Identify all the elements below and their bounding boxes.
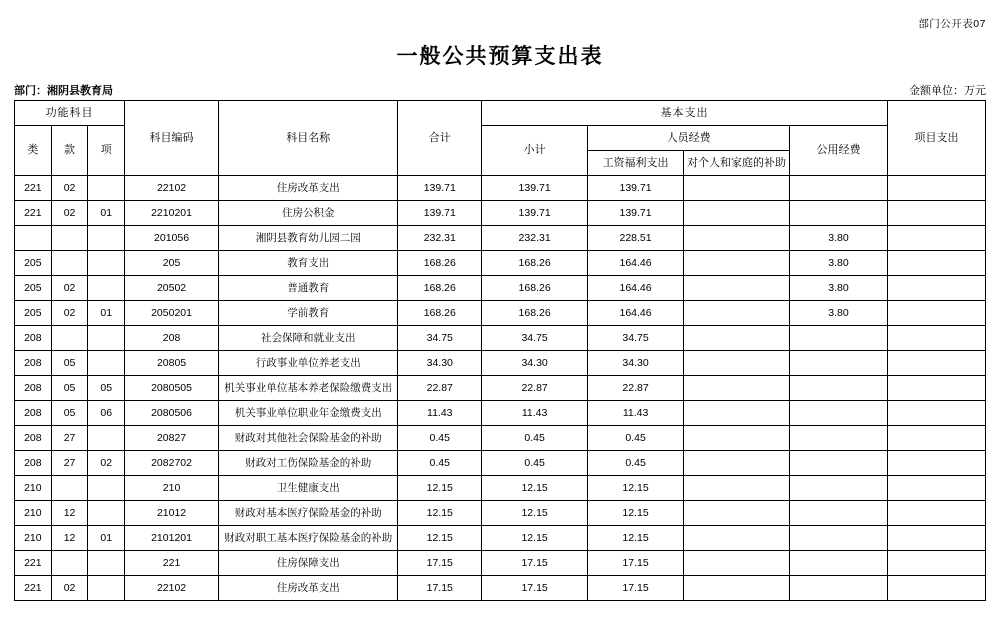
cell-section: 05 <box>51 401 88 426</box>
cell-subject-name: 住房改革支出 <box>218 576 398 601</box>
cell-public-funds <box>790 376 888 401</box>
cell-public-funds <box>790 451 888 476</box>
header-individual-family-subsidy: 对个人和家庭的补助 <box>684 151 790 176</box>
header-total: 合计 <box>398 101 482 176</box>
cell-class: 210 <box>15 501 52 526</box>
header-salary-welfare: 工资福利支出 <box>588 151 684 176</box>
cell-subject-name: 财政对职工基本医疗保险基金的补助 <box>218 526 398 551</box>
cell-subject-name: 住房公积金 <box>218 201 398 226</box>
cell-subject-code: 20827 <box>125 426 219 451</box>
cell-salary-welfare: 22.87 <box>588 376 684 401</box>
cell-item <box>88 326 125 351</box>
cell-subtotal: 0.45 <box>482 426 588 451</box>
cell-individual-family-subsidy <box>684 451 790 476</box>
cell-total: 22.87 <box>398 376 482 401</box>
cell-item <box>88 551 125 576</box>
cell-subtotal: 139.71 <box>482 176 588 201</box>
table-row <box>15 351 986 376</box>
cell-project-expenditure <box>887 226 985 251</box>
cell-section: 27 <box>51 426 88 451</box>
cell-class: 210 <box>15 476 52 501</box>
cell-public-funds <box>790 501 888 526</box>
cell-class: 221 <box>15 176 52 201</box>
cell-project-expenditure <box>887 551 985 576</box>
cell-subject-name: 住房改革支出 <box>218 176 398 201</box>
cell-individual-family-subsidy <box>684 326 790 351</box>
cell-salary-welfare: 164.46 <box>588 276 684 301</box>
cell-section: 02 <box>51 301 88 326</box>
meta-row <box>14 82 986 98</box>
cell-subtotal: 17.15 <box>482 576 588 601</box>
cell-subtotal: 34.30 <box>482 351 588 376</box>
cell-salary-welfare: 164.46 <box>588 251 684 276</box>
table-body <box>15 176 986 601</box>
cell-individual-family-subsidy <box>684 301 790 326</box>
cell-subject-code: 2210201 <box>125 201 219 226</box>
cell-subject-code: 2050201 <box>125 301 219 326</box>
cell-section: 12 <box>51 501 88 526</box>
table-row <box>15 276 986 301</box>
cell-class: 208 <box>15 376 52 401</box>
cell-subtotal: 12.15 <box>482 526 588 551</box>
cell-section: 02 <box>51 576 88 601</box>
amount-unit-label: 金额单位：万元 <box>909 85 986 97</box>
cell-public-funds <box>790 426 888 451</box>
cell-project-expenditure <box>887 251 985 276</box>
cell-subject-name: 行政事业单位养老支出 <box>218 351 398 376</box>
header-public-funds: 公用经费 <box>790 126 888 176</box>
cell-project-expenditure <box>887 276 985 301</box>
cell-subject-code: 2082702 <box>125 451 219 476</box>
cell-salary-welfare: 17.15 <box>588 551 684 576</box>
cell-section: 02 <box>51 201 88 226</box>
cell-section <box>51 476 88 501</box>
cell-total: 168.26 <box>398 301 482 326</box>
cell-public-funds <box>790 401 888 426</box>
header-subtotal: 小计 <box>482 126 588 176</box>
cell-project-expenditure <box>887 401 985 426</box>
department-label: 部门：湘阴县教育局 <box>14 85 113 97</box>
cell-salary-welfare: 34.30 <box>588 351 684 376</box>
cell-project-expenditure <box>887 576 985 601</box>
cell-item: 01 <box>88 201 125 226</box>
cell-individual-family-subsidy <box>684 251 790 276</box>
cell-class: 208 <box>15 401 52 426</box>
cell-individual-family-subsidy <box>684 351 790 376</box>
cell-total: 17.15 <box>398 551 482 576</box>
header-project-expenditure: 项目支出 <box>887 101 985 176</box>
cell-subject-code: 205 <box>125 251 219 276</box>
cell-item <box>88 251 125 276</box>
table-row <box>15 201 986 226</box>
cell-individual-family-subsidy <box>684 526 790 551</box>
cell-project-expenditure <box>887 351 985 376</box>
cell-subject-name: 卫生健康支出 <box>218 476 398 501</box>
cell-subtotal: 168.26 <box>482 301 588 326</box>
cell-subject-code: 208 <box>125 326 219 351</box>
cell-salary-welfare: 228.51 <box>588 226 684 251</box>
cell-total: 17.15 <box>398 576 482 601</box>
header-class: 类 <box>15 126 52 176</box>
cell-salary-welfare: 164.46 <box>588 301 684 326</box>
cell-section <box>51 251 88 276</box>
header-subject-code: 科目编码 <box>125 101 219 176</box>
table-row <box>15 576 986 601</box>
cell-individual-family-subsidy <box>684 551 790 576</box>
cell-subtotal: 0.45 <box>482 451 588 476</box>
form-code: 部门公开表07 <box>918 18 986 30</box>
cell-subtotal: 232.31 <box>482 226 588 251</box>
cell-salary-welfare: 12.15 <box>588 526 684 551</box>
cell-total: 11.43 <box>398 401 482 426</box>
header-personnel-funds: 人员经费 <box>588 126 790 151</box>
cell-total: 139.71 <box>398 176 482 201</box>
cell-class: 205 <box>15 251 52 276</box>
cell-subject-name: 住房保障支出 <box>218 551 398 576</box>
cell-subject-name: 普通教育 <box>218 276 398 301</box>
cell-subject-code: 22102 <box>125 576 219 601</box>
cell-section <box>51 226 88 251</box>
cell-subject-code: 21012 <box>125 501 219 526</box>
table-row <box>15 251 986 276</box>
cell-section <box>51 326 88 351</box>
cell-salary-welfare: 12.15 <box>588 501 684 526</box>
cell-public-funds <box>790 476 888 501</box>
header-row-1 <box>15 101 986 126</box>
cell-public-funds <box>790 176 888 201</box>
cell-subject-name: 财政对工伤保险基金的补助 <box>218 451 398 476</box>
cell-class: 205 <box>15 276 52 301</box>
table-row <box>15 476 986 501</box>
cell-subject-code: 2101201 <box>125 526 219 551</box>
cell-section: 12 <box>51 526 88 551</box>
cell-subject-code: 2080506 <box>125 401 219 426</box>
cell-public-funds: 3.80 <box>790 276 888 301</box>
cell-individual-family-subsidy <box>684 426 790 451</box>
cell-individual-family-subsidy <box>684 176 790 201</box>
cell-salary-welfare: 139.71 <box>588 201 684 226</box>
cell-item <box>88 476 125 501</box>
cell-salary-welfare: 11.43 <box>588 401 684 426</box>
cell-subject-name: 财政对其他社会保险基金的补助 <box>218 426 398 451</box>
cell-individual-family-subsidy <box>684 576 790 601</box>
cell-project-expenditure <box>887 201 985 226</box>
cell-salary-welfare: 17.15 <box>588 576 684 601</box>
cell-subtotal: 139.71 <box>482 201 588 226</box>
cell-salary-welfare: 0.45 <box>588 426 684 451</box>
table-row <box>15 301 986 326</box>
cell-subject-code: 221 <box>125 551 219 576</box>
cell-class <box>15 226 52 251</box>
cell-subject-name: 机关事业单位职业年金缴费支出 <box>218 401 398 426</box>
cell-project-expenditure <box>887 526 985 551</box>
cell-item <box>88 226 125 251</box>
cell-subject-code: 22102 <box>125 176 219 201</box>
cell-item <box>88 176 125 201</box>
cell-individual-family-subsidy <box>684 401 790 426</box>
header-section: 款 <box>51 126 88 176</box>
cell-subtotal: 22.87 <box>482 376 588 401</box>
cell-subject-code: 2080505 <box>125 376 219 401</box>
cell-subtotal: 12.15 <box>482 501 588 526</box>
cell-class: 208 <box>15 326 52 351</box>
cell-project-expenditure <box>887 451 985 476</box>
cell-total: 12.15 <box>398 476 482 501</box>
cell-subject-code: 210 <box>125 476 219 501</box>
cell-total: 232.31 <box>398 226 482 251</box>
cell-project-expenditure <box>887 376 985 401</box>
cell-public-funds <box>790 576 888 601</box>
cell-class: 205 <box>15 301 52 326</box>
cell-section: 27 <box>51 451 88 476</box>
cell-item <box>88 576 125 601</box>
table-row <box>15 451 986 476</box>
cell-item: 02 <box>88 451 125 476</box>
cell-subject-name: 财政对基本医疗保险基金的补助 <box>218 501 398 526</box>
cell-salary-welfare: 12.15 <box>588 476 684 501</box>
cell-project-expenditure <box>887 501 985 526</box>
cell-section: 02 <box>51 176 88 201</box>
budget-table <box>14 100 986 601</box>
cell-project-expenditure <box>887 426 985 451</box>
cell-salary-welfare: 139.71 <box>588 176 684 201</box>
cell-class: 208 <box>15 351 52 376</box>
cell-public-funds <box>790 526 888 551</box>
cell-total: 168.26 <box>398 276 482 301</box>
table-row <box>15 501 986 526</box>
cell-item: 01 <box>88 301 125 326</box>
table-row <box>15 526 986 551</box>
cell-item <box>88 351 125 376</box>
table-row <box>15 326 986 351</box>
cell-total: 0.45 <box>398 451 482 476</box>
cell-subtotal: 168.26 <box>482 276 588 301</box>
cell-class: 208 <box>15 426 52 451</box>
cell-total: 12.15 <box>398 526 482 551</box>
header-basic-expenditure: 基本支出 <box>482 101 888 126</box>
cell-individual-family-subsidy <box>684 226 790 251</box>
table-header <box>15 101 986 176</box>
cell-section <box>51 551 88 576</box>
cell-class: 221 <box>15 551 52 576</box>
table-row <box>15 401 986 426</box>
cell-individual-family-subsidy <box>684 501 790 526</box>
cell-total: 34.30 <box>398 351 482 376</box>
cell-item <box>88 501 125 526</box>
cell-individual-family-subsidy <box>684 201 790 226</box>
cell-total: 139.71 <box>398 201 482 226</box>
header-subject-name: 科目名称 <box>218 101 398 176</box>
cell-project-expenditure <box>887 301 985 326</box>
cell-subject-name: 机关事业单位基本养老保险缴费支出 <box>218 376 398 401</box>
cell-class: 210 <box>15 526 52 551</box>
cell-subject-name: 学前教育 <box>218 301 398 326</box>
cell-class: 221 <box>15 576 52 601</box>
table-row <box>15 376 986 401</box>
cell-project-expenditure <box>887 476 985 501</box>
cell-section: 05 <box>51 351 88 376</box>
cell-item: 05 <box>88 376 125 401</box>
cell-public-funds: 3.80 <box>790 301 888 326</box>
table-row <box>15 226 986 251</box>
cell-subtotal: 11.43 <box>482 401 588 426</box>
cell-subject-code: 20502 <box>125 276 219 301</box>
cell-public-funds <box>790 326 888 351</box>
table-row <box>15 426 986 451</box>
cell-class: 221 <box>15 201 52 226</box>
cell-subtotal: 17.15 <box>482 551 588 576</box>
cell-section: 05 <box>51 376 88 401</box>
cell-item: 06 <box>88 401 125 426</box>
cell-project-expenditure <box>887 176 985 201</box>
cell-total: 34.75 <box>398 326 482 351</box>
cell-subject-name: 湘阴县教育幼儿园二园 <box>218 226 398 251</box>
cell-subject-name: 教育支出 <box>218 251 398 276</box>
cell-public-funds: 3.80 <box>790 226 888 251</box>
cell-public-funds <box>790 551 888 576</box>
cell-item <box>88 276 125 301</box>
cell-public-funds: 3.80 <box>790 251 888 276</box>
cell-total: 0.45 <box>398 426 482 451</box>
cell-project-expenditure <box>887 326 985 351</box>
cell-total: 168.26 <box>398 251 482 276</box>
cell-subtotal: 12.15 <box>482 476 588 501</box>
cell-public-funds <box>790 351 888 376</box>
cell-subtotal: 168.26 <box>482 251 588 276</box>
cell-subtotal: 34.75 <box>482 326 588 351</box>
cell-salary-welfare: 0.45 <box>588 451 684 476</box>
cell-individual-family-subsidy <box>684 276 790 301</box>
header-function-subject: 功能科目 <box>15 101 125 126</box>
cell-public-funds <box>790 201 888 226</box>
page-title: 一般公共预算支出表 <box>396 45 604 68</box>
cell-item: 01 <box>88 526 125 551</box>
table-row <box>15 176 986 201</box>
cell-subject-code: 201056 <box>125 226 219 251</box>
cell-section: 02 <box>51 276 88 301</box>
cell-total: 12.15 <box>398 501 482 526</box>
cell-class: 208 <box>15 451 52 476</box>
cell-individual-family-subsidy <box>684 376 790 401</box>
cell-subject-name: 社会保障和就业支出 <box>218 326 398 351</box>
cell-subject-code: 20805 <box>125 351 219 376</box>
cell-salary-welfare: 34.75 <box>588 326 684 351</box>
header-item: 项 <box>88 126 125 176</box>
cell-individual-family-subsidy <box>684 476 790 501</box>
table-row <box>15 551 986 576</box>
cell-item <box>88 426 125 451</box>
